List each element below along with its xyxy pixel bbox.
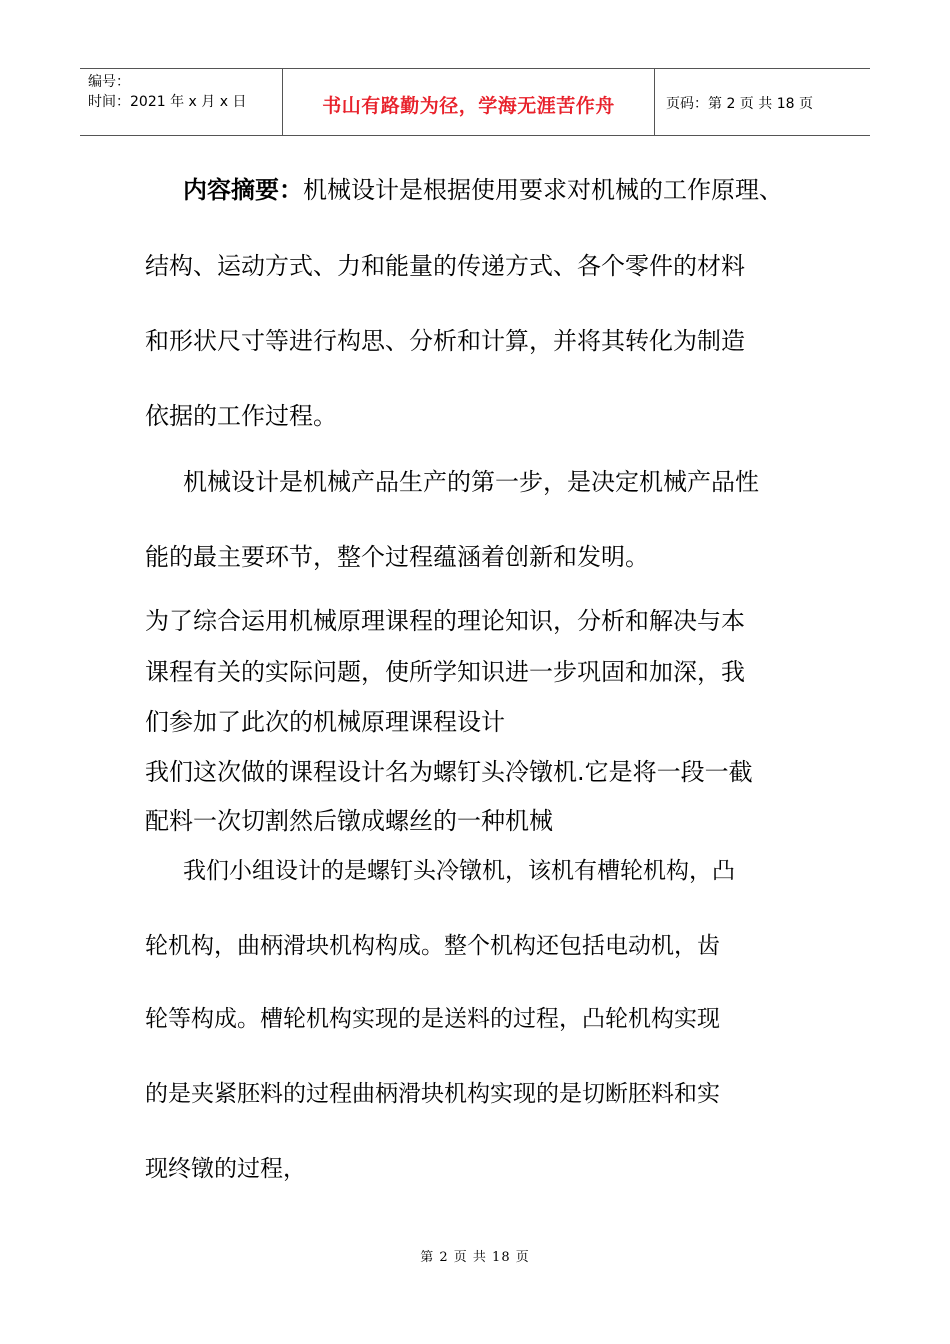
page-footer: 第 2 页 共 18 页	[420, 1250, 530, 1265]
line-text: 课程有关的实际问题，使所学知识进一步巩固和加深，我	[145, 658, 745, 686]
page-info: 页码：第 2 页 共 18 页	[666, 96, 813, 112]
line-text: 为了综合运用机械原理课程的理论知识，分析和解决与本	[145, 607, 745, 635]
line-text: 结构、运动方式、力和能量的传递方式、各个零件的材料	[145, 252, 745, 280]
line-text: 现终镦的过程，	[145, 1156, 306, 1182]
header-divider	[654, 68, 655, 136]
abstract-label: 内容摘要：	[183, 176, 303, 204]
header-table	[80, 68, 870, 136]
line-text: 依据的工作过程。	[145, 402, 337, 430]
line-text: 轮等构成。槽轮机构实现的是送料的过程，凸轮机构实现	[145, 1006, 720, 1032]
line-text: 们参加了此次的机械原理课程设计	[145, 708, 505, 736]
time-label: 时间：2021 年 x 月 x 日	[88, 94, 247, 110]
line-text: 和形状尺寸等进行构思、分析和计算，并将其转化为制造	[145, 327, 745, 355]
line-text: 轮机构，曲柄滑块机构构成。整个机构还包括电动机，齿	[145, 933, 720, 959]
line-text: 我们这次做的课程设计名为螺钉头冷镦机.它是将一段一截	[145, 758, 753, 786]
number-label: 编号：	[88, 74, 130, 90]
line-text: 配料一次切割然后镦成螺丝的一种机械	[145, 807, 553, 835]
header-top-rule	[80, 68, 870, 69]
line-text: 机械设计是根据使用要求对机械的工作原理、	[303, 176, 783, 204]
motto: 书山有路勤为径，学海无涯苦作舟	[322, 95, 615, 117]
line-text: 能的最主要环节，整个过程蕴涵着创新和发明。	[145, 543, 649, 571]
header-bottom-rule	[80, 135, 870, 136]
line-text: 的是夹紧胚料的过程曲柄滑块机构实现的是切断胚料和实	[145, 1081, 720, 1107]
line-text: 我们小组设计的是螺钉头冷镦机，该机有槽轮机构，凸	[183, 858, 735, 884]
line-text: 机械设计是机械产品生产的第一步，是决定机械产品性	[183, 468, 759, 496]
header-meta	[88, 72, 246, 112]
